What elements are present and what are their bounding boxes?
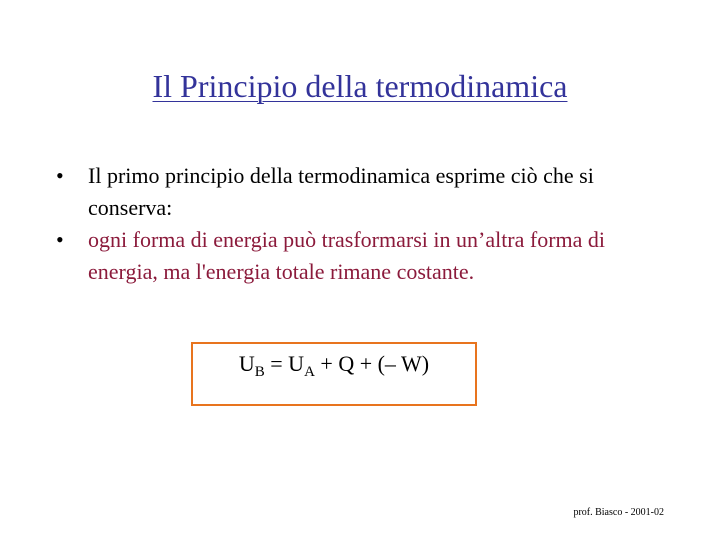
- formula-rhs-sub: A: [304, 364, 315, 380]
- bullet-marker: •: [56, 227, 64, 252]
- formula-box: [191, 342, 477, 406]
- bullet-item-2: [56, 224, 676, 288]
- formula-lhs-sub: B: [254, 364, 265, 380]
- bullet-text-2: ogni forma di energia può trasformarsi in un’altra forma di energia, ma l'energia totale rimane costante.: [88, 227, 606, 284]
- bullet-item-1: [56, 160, 676, 224]
- slide-footer: prof. Biasco - 2001-02: [573, 507, 664, 518]
- bullet-text-1: Il primo principio della termodinamica esprime ciò che si conserva:: [88, 163, 594, 220]
- formula-rhs-symbol: U: [288, 351, 305, 376]
- formula-lhs-symbol: U: [238, 351, 255, 376]
- energy-formula: [193, 350, 475, 378]
- bullet-marker: •: [56, 163, 64, 188]
- bullet-list: [56, 160, 676, 288]
- slide-title-text: Il Principio della termodinamica: [152, 68, 568, 104]
- formula-equals: =: [264, 351, 289, 376]
- slide-title: [0, 66, 720, 106]
- formula-rest: + Q + (– W): [314, 351, 430, 376]
